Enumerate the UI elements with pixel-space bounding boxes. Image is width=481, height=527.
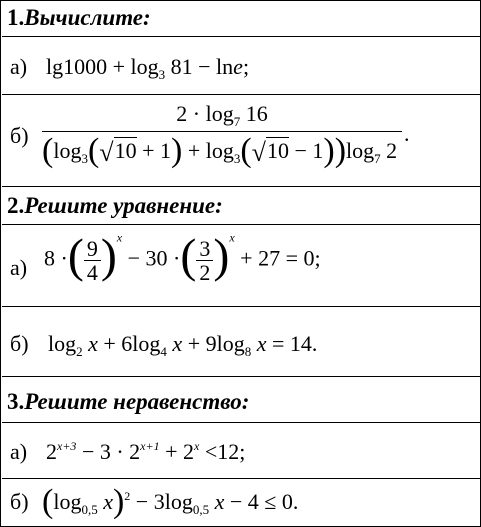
expression-2b: $\log_2 x + 6\log_4$ $x + 9\log_8$ x = 14.	[48, 331, 318, 359]
expression-3a: $2^{x+3} - 3 \cdot 2^{x+1} + 2^x <12$;	[46, 439, 246, 464]
label-a: а)	[10, 439, 28, 464]
expression-3b: ($\log_{0,5}$ $x)^2 - 3\log_{0,5}$ x − 4 ≤ 0.	[42, 483, 299, 520]
expression-1a: $\lg 1000 + \log_3 81 - \ln e$;	[46, 54, 250, 82]
label-a: а)	[10, 255, 28, 280]
task-1b	[2, 95, 480, 187]
fraction-numerator: $2 \cdot \log_7 16$	[42, 101, 402, 132]
section-1-title: 1.Вычислите:	[7, 5, 151, 30]
section-3-title: 3.Решите неравенство:	[7, 389, 250, 414]
label-b: б)	[10, 123, 29, 148]
task-1a	[2, 37, 480, 95]
task-2b	[2, 307, 480, 377]
section-2-header	[2, 187, 480, 225]
task-3a	[2, 423, 480, 479]
section-2-title: 2.Решите уравнение:	[7, 193, 223, 218]
task-2a	[2, 225, 480, 307]
expression-2a: 8 ·( $\frac{9}{4}$ )$^x$ − 30 ·( $\frac{3}{2}$ )$^x$ + 27 = 0;	[44, 229, 321, 286]
label-b: б)	[10, 331, 29, 356]
section-3-header	[2, 377, 480, 423]
label-b: б)	[10, 489, 29, 514]
fraction-denominator: $(\log_3(√10 + 1) + \log_3(√10 - 1))\log_7$ 2	[42, 132, 398, 169]
task-3b	[2, 479, 480, 526]
section-1-header	[2, 1, 480, 37]
label-a: а)	[10, 54, 28, 79]
expression-1b	[42, 101, 402, 168]
end-period: .	[404, 121, 410, 146]
